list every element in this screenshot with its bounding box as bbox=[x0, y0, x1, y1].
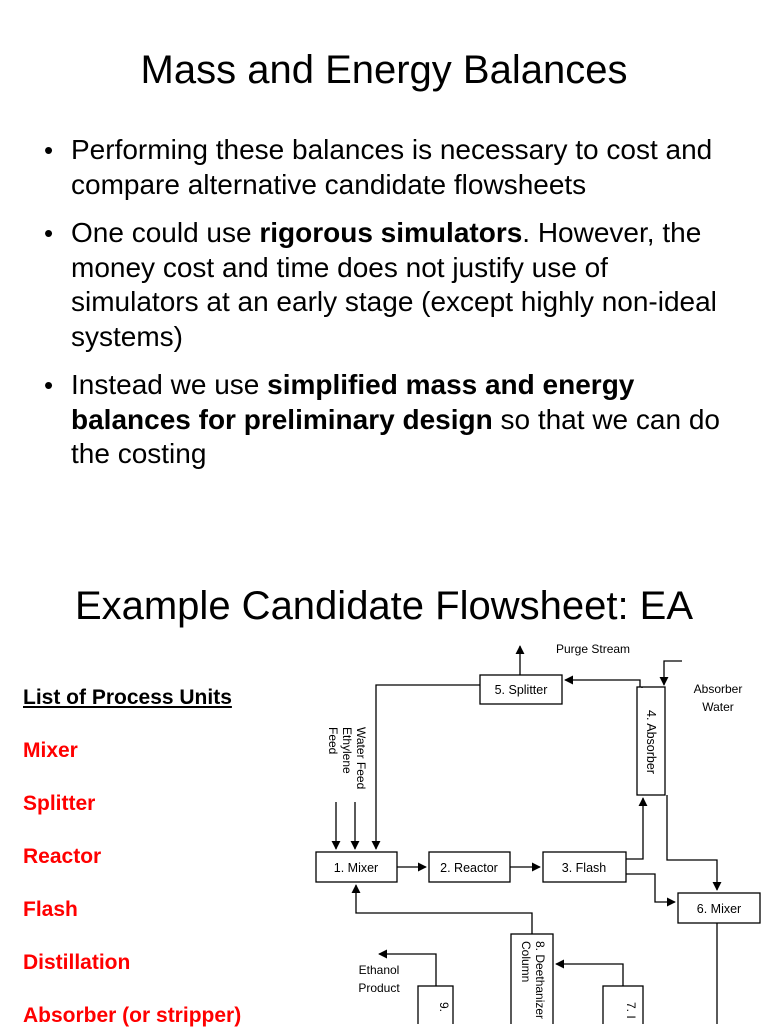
deethanizer-recycle-arrow bbox=[356, 885, 532, 934]
flash-to-absorber-arrow bbox=[626, 798, 643, 859]
flash-to-mixer6-arrow bbox=[626, 874, 675, 902]
splitter-label: 5. Splitter bbox=[494, 683, 548, 697]
bullet-list bbox=[44, 133, 734, 486]
ethylene-label: Ethylene bbox=[340, 727, 354, 774]
col7-label: 7. I bbox=[624, 1002, 638, 1019]
bullet-dot: • bbox=[44, 218, 54, 248]
slide-title: Mass and Energy Balances bbox=[140, 48, 628, 92]
bullet-item bbox=[44, 133, 734, 202]
deethanizer-label-2: Column bbox=[519, 941, 533, 983]
bullet-dot: • bbox=[44, 370, 54, 400]
absorber-label: 4. Absorber bbox=[644, 710, 658, 774]
absorber-to-splitter-arrow bbox=[565, 680, 640, 687]
bullet-bold-text: simplified mass and energy balances for preliminary design bbox=[71, 369, 635, 435]
col7-to-deethanizer-arrow bbox=[556, 964, 623, 986]
reactor-label: 2. Reactor bbox=[440, 861, 498, 875]
feed-label: Feed bbox=[326, 727, 340, 755]
process-unit-item: Distillation bbox=[23, 951, 131, 974]
process-unit-item: Reactor bbox=[23, 845, 102, 868]
absorber-to-mixer6-arrow bbox=[667, 795, 717, 890]
water-feed-label: Water Feed bbox=[354, 727, 368, 790]
bullet-text: One could use bbox=[71, 217, 260, 248]
absorber-water-arrow bbox=[664, 661, 682, 685]
process-units-list bbox=[23, 686, 293, 1028]
flowsheet-diagram bbox=[300, 630, 768, 1024]
bullet-dot: • bbox=[44, 135, 54, 165]
purge-label: Purge Stream bbox=[556, 642, 631, 656]
bullet-text: so that we can do the costing bbox=[71, 403, 720, 469]
units-heading: List of Process Units bbox=[23, 686, 232, 709]
col9-label: 9. bbox=[437, 1002, 451, 1013]
bullet-item bbox=[44, 368, 734, 472]
ethanol-label-2: Product bbox=[358, 981, 400, 995]
ethanol-label-1: Ethanol bbox=[358, 963, 400, 977]
bullet-item bbox=[44, 216, 734, 354]
absorber-water-label-1: Absorber bbox=[693, 682, 743, 696]
process-unit-item: Mixer bbox=[23, 739, 78, 762]
deethanizer-label-1: 8. Deethanizer bbox=[533, 941, 547, 1020]
bullet-text: Performing these balances is necessary to cost and compare alternative candidate flowsheets bbox=[71, 134, 713, 200]
flash-label: 3. Flash bbox=[561, 861, 607, 875]
slide-flowsheet bbox=[0, 560, 768, 1027]
bullet-text: Instead we use bbox=[71, 369, 268, 400]
absorber-water-label-2: Water bbox=[702, 700, 734, 714]
recycle-to-mixer-arrow bbox=[376, 685, 480, 849]
process-unit-item: Flash bbox=[23, 898, 78, 921]
bullet-bold-text: rigorous simulators bbox=[259, 217, 523, 248]
slide-title-flowsheet: Example Candidate Flowsheet: EA bbox=[74, 584, 694, 628]
mixer6-label: 6. Mixer bbox=[696, 902, 742, 916]
mixer1-label: 1. Mixer bbox=[333, 861, 379, 875]
process-unit-item: Splitter bbox=[23, 792, 96, 815]
process-unit-item: Absorber (or stripper) bbox=[23, 1004, 242, 1027]
bullet-text: . However, the money cost and time does not justify use of simulators at an early stage (except highly non-ideal systems) bbox=[71, 217, 717, 352]
